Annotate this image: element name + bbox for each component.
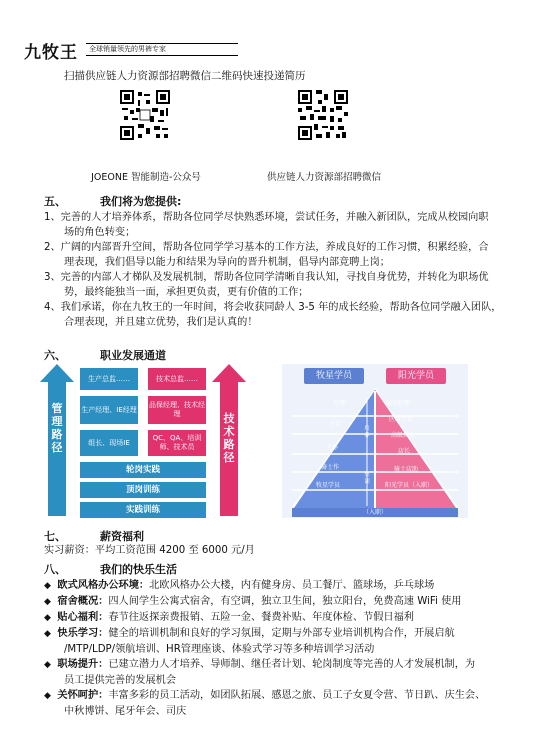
list-item: ◆ 快乐学习：健全的培训机制和良好的学习氛围，定期与外部专业培训机构合作，开展启航 — [44, 628, 455, 639]
pyramid-axis-bottom: 集训 — [364, 472, 370, 485]
company-slogan: 全球销量领先的男裤专家 — [86, 43, 238, 56]
training-bar-rotation: 轮岗实践 — [80, 462, 206, 478]
diamond-bullet-icon: ◆ — [44, 660, 51, 670]
pyramid-right-level-4: 店长 — [397, 448, 410, 455]
management-path-label: 管理路径 — [51, 402, 63, 454]
list-item: 1、完善的人才培养体系，帮助各位同学尽快熟悉环境，尝试任务，并融入新团队，完成从校园向职 — [44, 212, 489, 223]
list-item-cont: 员工提供完善的发展机会 — [64, 675, 177, 686]
list-item: 4、我们承诺，你在九牧王的一年时间，将会收获同龄人 3-5 年的成长经验，帮助各位同学融入团队， — [44, 302, 502, 313]
career-ladder-diagram — [40, 364, 246, 520]
diamond-bullet-icon: ◆ — [44, 629, 51, 639]
mgmt-level-1: 生产总监…… — [80, 368, 138, 390]
list-item: 3、完善的内部人才梯队及发展机制，帮助各位同学清晰自我认知，寻找自身优势，并转化为职场优 — [44, 272, 489, 283]
pyramid-right-level-6: 阳光学员（入职） — [384, 482, 433, 489]
diamond-bullet-icon: ◆ — [44, 581, 51, 591]
pyramid-right-level-3: 高级店长 — [390, 432, 415, 439]
internship-salary: 实习薪资：平均工资范围 4200 至 6000 元/月 — [44, 545, 255, 556]
section-5-list — [44, 210, 501, 330]
section-8-list — [44, 578, 485, 719]
list-item-cont: 场的角色转变； — [64, 227, 136, 238]
mgmt-level-3: 组长、现场IE — [80, 430, 138, 456]
list-item: 2、广阔的内部晋升空间，帮助各位同学学习基本的工作方法，养成良好的工作习惯，积累经验，合 — [44, 242, 489, 253]
section-6-title: 职业发展通道 — [100, 349, 166, 362]
diamond-bullet-icon: ◆ — [44, 613, 51, 623]
pyramid-right-level-1: 城市经理 — [385, 400, 410, 407]
mgmt-level-2: 生产经理、IE经理 — [80, 396, 138, 424]
pyramid-right-level-5: 骑士店助 — [393, 466, 418, 473]
list-item: ◆ 欧式风格办公环境：北欧风格办公大楼，内有健身房、员工餐厅、篮球场，乒乓球场 — [44, 580, 435, 591]
section-8-number: 八、 — [44, 563, 66, 576]
qr-code-wechat-official — [120, 90, 170, 140]
section-5-heading — [44, 193, 181, 209]
pyramid-left-level-2: 主管 — [328, 421, 341, 428]
tech-level-2: 品保经理、技术经理 — [148, 396, 206, 424]
training-bar-post: 顶岗训练 — [80, 482, 206, 498]
pyramid-left-level-1: 经理 — [333, 400, 346, 407]
section-7-title: 薪资福利 — [100, 530, 144, 543]
pyramid-left-level-4: 骑士作 — [320, 464, 339, 471]
company-logo: 九牧王 — [24, 43, 78, 63]
list-item: ◆ 贴心福利：春节往返探亲费报销、五险一金、餐费补贴、年度体检、节假日福利 — [44, 612, 414, 623]
section-5-number: 五、 — [44, 195, 66, 208]
list-item-cont: 合理表现，并且建立优势，我们是认真的！ — [64, 317, 258, 328]
section-8-heading — [44, 561, 177, 577]
qr-code-recruit-wechat — [298, 90, 348, 140]
section-6-heading — [44, 347, 166, 363]
tech-level-1: 技术总监…… — [148, 368, 206, 390]
pyramid-axis-top: 培养 — [364, 426, 370, 439]
list-item: ◆ 关怀呵护：丰富多彩的员工活动，如团队拓展、感恩之旅、员工子女夏令营、节日趴、庆生会、 — [44, 690, 486, 701]
section-6-number: 六、 — [44, 349, 66, 362]
training-bar-practice: 实践训练 — [80, 502, 206, 518]
list-item-cont: 势，最终能独当一面，承担更负责，更有价值的工作； — [64, 287, 309, 298]
trainee-pyramid-diagram — [282, 364, 468, 518]
pyramid-left-level-5: 牧星学员 — [315, 482, 340, 489]
diamond-bullet-icon: ◆ — [44, 597, 51, 607]
scan-instruction: 扫描供应链人力资源部招聘微信二维码快速投递简历 — [64, 70, 306, 82]
pyramid-shape — [282, 388, 468, 518]
pyramid-right-header: 阳光学员 — [386, 368, 446, 384]
section-7-heading — [44, 528, 144, 544]
pyramid-right-level-2: 区域主管 — [388, 416, 413, 423]
list-item-cont: /MTP/LDP/领航培训、HR管理座谈、体验式学习等多种培训学习活动 — [64, 644, 375, 655]
list-item-cont: 理表现，我们倡导以能力和结果为导向的晋升机制，倡导内部竞聘上岗； — [64, 257, 390, 268]
tech-level-3: QC、QA、培训师、技术员 — [148, 430, 206, 456]
qr-caption-official: JOEONE 智能制造-公众号 — [91, 172, 201, 183]
section-8-title: 我们的快乐生活 — [100, 563, 177, 576]
pyramid-left-header: 牧星学员 — [304, 368, 364, 384]
section-5-title: 我们将为您提供: — [100, 195, 182, 208]
pyramid-left-level-3: 主办 — [325, 444, 338, 451]
pyramid-base: （入职） — [292, 508, 458, 517]
list-item: ◆ 职场提升：已建立潜力人才培养、导师制、继任者计划、轮岗制度等完善的人才发展机制，为 — [44, 659, 476, 670]
technical-path-label: 技术路径 — [223, 412, 235, 464]
qr-caption-recruit: 供应链人力资源部招聘微信 — [266, 172, 381, 183]
diamond-bullet-icon: ◆ — [44, 691, 51, 701]
section-7-number: 七、 — [44, 530, 66, 543]
list-item-cont: 中秋博饼、尾牙年会、司庆 — [64, 706, 187, 717]
list-item: ◆ 宿舍概况：四人间学生公寓式宿舍，有空调，独立卫生间，独立阳台，免费高速 WiFi 使用 — [44, 596, 462, 607]
